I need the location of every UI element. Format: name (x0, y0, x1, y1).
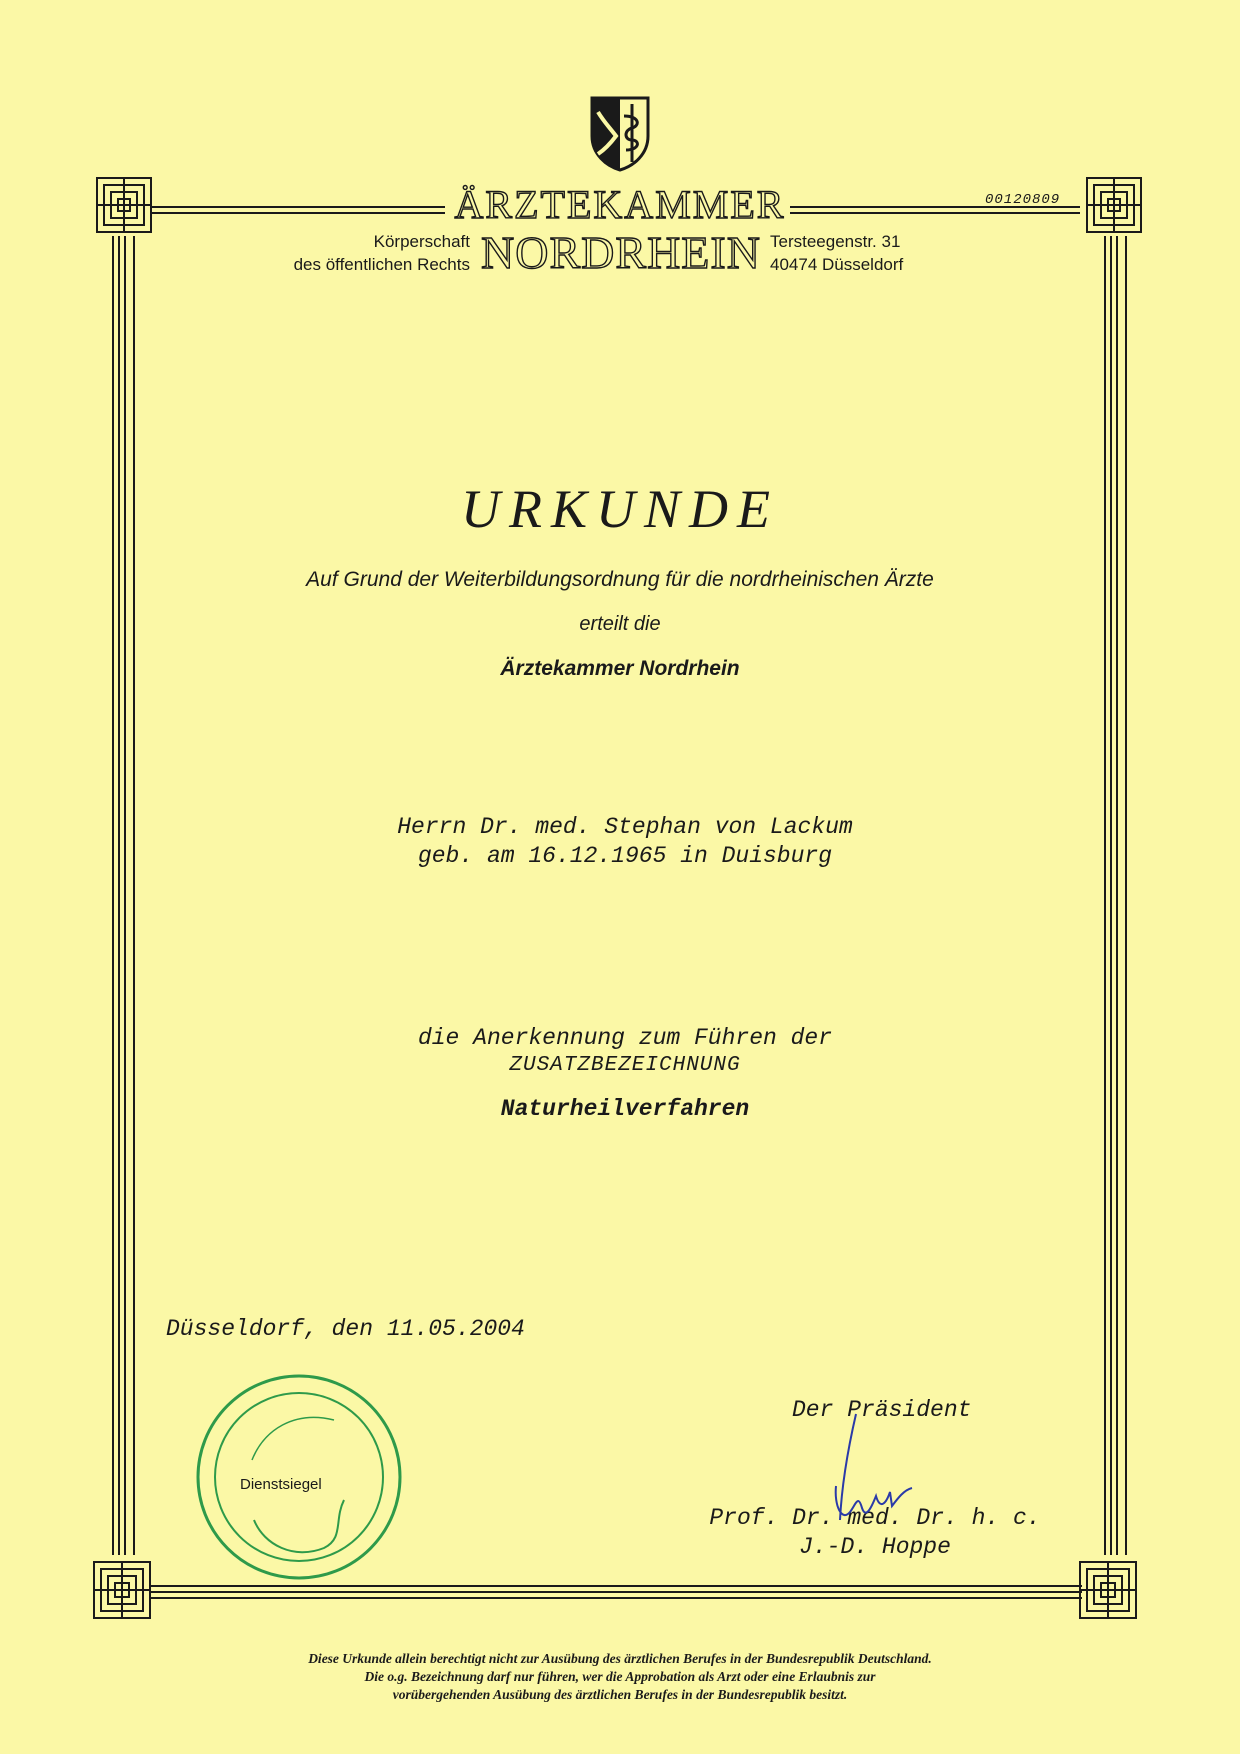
footer-line1: Diese Urkunde allein berechtigt nicht zur Ausübung des ärztlichen Berufes in der Bundesrepublik Deutschland. (308, 1651, 932, 1666)
certificate-number: 00120809 (985, 192, 1061, 208)
document-title: URKUNDE (461, 479, 779, 539)
coat-of-arms-icon (588, 92, 652, 172)
issuer-name: Ärztekammer Nordrhein (500, 657, 740, 680)
organization-type-line2: des öffentlichen Rechts (293, 255, 470, 274)
recipient-block (0, 813, 1240, 871)
organization-type-line1: Körperschaft (373, 232, 470, 251)
recognition-line1: die Anerkennung zum Führen der (417, 1025, 833, 1051)
president-title: Prof. Dr. med. Dr. h. c. (709, 1505, 1041, 1531)
recipient-birth: geb. am 16.12.1965 in Duisburg (417, 843, 833, 869)
organization-type (250, 230, 470, 276)
logo-title-line1: ÄRZTEKAMMER (454, 182, 786, 227)
recognition-line2: ZUSATZBEZEICHNUNG (509, 1054, 741, 1077)
seal-label: Dienstsiegel (240, 1476, 322, 1493)
specialty-name: Naturheilverfahren (500, 1096, 750, 1122)
recipient-name: Herrn Dr. med. Stephan von Lackum (397, 814, 853, 840)
place-and-date: Düsseldorf, den 11.05.2004 (166, 1316, 525, 1342)
recognition-block (0, 1024, 1240, 1080)
footer-line3: vorübergehenden Ausübung des ärztlichen Berufes in der Bundesrepublik besitzt. (392, 1687, 848, 1702)
logo-title-line2: NORDRHEIN (481, 227, 761, 278)
president-label: Der Präsident (792, 1397, 972, 1423)
footer-line2: Die o.g. Bezeichnung darf nur führen, wer die Approbation als Arzt oder eine Erlaubnis zur (364, 1669, 876, 1684)
intro-line1: Auf Grund der Weiterbildungsordnung für die nordrheinischen Ärzte (306, 568, 934, 591)
address-city: 40474 Düsseldorf (770, 255, 904, 274)
footer-disclaimer (150, 1650, 1090, 1704)
organization-address (770, 230, 990, 276)
address-street: Tersteegenstr. 31 (770, 232, 901, 251)
president-initials-name: J.-D. Hoppe (799, 1534, 951, 1560)
president-signature (828, 1410, 938, 1550)
intro-line2: erteilt die (579, 613, 661, 635)
